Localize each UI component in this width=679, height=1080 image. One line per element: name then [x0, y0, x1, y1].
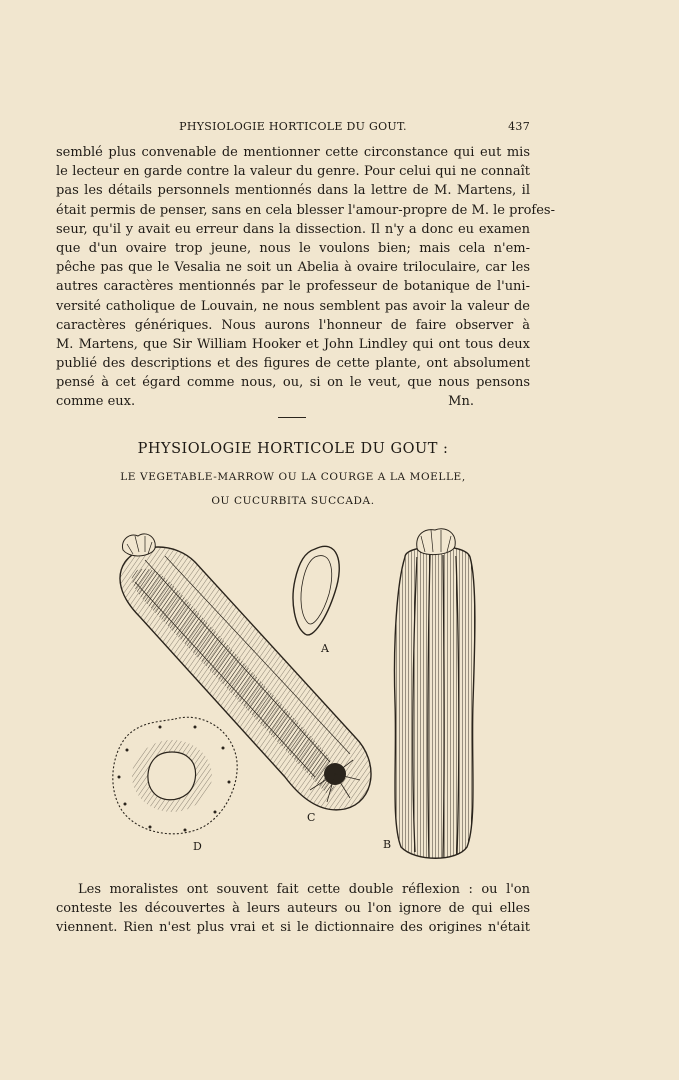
paragraph-1: [56, 143, 555, 412]
text-line-final: [56, 392, 530, 411]
section-divider: [278, 417, 306, 418]
text-line: conteste les découvertes à leurs auteurs ou l'on ignore de qui elles: [56, 901, 530, 917]
text-line: seur, qu'il y avait eu erreur dans la dissection. Il n'y a donc eu examen: [56, 221, 530, 237]
section-subtitle-latin: OU CUCURBITA SUCCADA.: [211, 495, 375, 507]
text-line: le lecteur en garde contre la valeur du genre. Pour celui qui ne connaît: [56, 164, 530, 180]
figure-label-a: A: [321, 642, 329, 655]
running-head-title: PHYSIOLOGIE HORTICOLE DU GOUT.: [179, 120, 407, 133]
text-line: M. Martens, que Sir William Hooker et John Lindley qui ont tous deux: [56, 336, 530, 352]
text-line: pas les détails personnels mentionnés dans la lettre de M. Martens, il: [56, 183, 530, 199]
page-number: 437: [508, 120, 530, 133]
figure-label-d: D: [193, 840, 202, 853]
section-subtitle: LE VEGETABLE-MARROW OU LA COURGE A LA MOELLE,: [120, 471, 466, 483]
text-line: pensé à cet égard comme nous, ou, si on le veut, que nous pensons: [56, 375, 530, 391]
text-line: versité catholique de Louvain, ne nous semblent pas avoir la valeur de: [56, 298, 530, 314]
figure-label-b: B: [383, 838, 392, 851]
running-head: [56, 120, 530, 134]
author-signature: Mn.: [448, 394, 474, 410]
text-line: Les moralistes ont souvent fait cette double réflexion : ou l'on: [78, 882, 530, 897]
figure-b-marrow: [394, 529, 474, 858]
text-line: publié des descriptions et des figures de cette plante, ont absolument: [56, 356, 530, 372]
text-line: autres caractères mentionnés par le professeur de botanique de l'uni-: [56, 279, 530, 295]
figure-a-seed: [293, 546, 339, 635]
figure-label-c: C: [307, 811, 316, 824]
paragraph-2: [56, 880, 530, 938]
text-line: que d'un ovaire trop jeune, nous le voulons bien; mais cela n'em-: [56, 240, 530, 256]
engraving-illustration: [105, 522, 495, 867]
figure-d-cross-section: [113, 717, 237, 834]
section-title: PHYSIOLOGIE HORTICOLE DU GOUT :: [137, 441, 449, 457]
text-line: viennent. Rien n'est plus vrai et si le dictionnaire des origines n'était: [56, 920, 530, 936]
text-line: était permis de penser, sans en cela blesser l'amour-propre de M. le profes-: [56, 202, 555, 218]
paragraph-end-text: comme eux.: [56, 394, 136, 410]
botanical-engraving: [105, 522, 495, 867]
text-line: pêche pas que le Vesalia ne soit un Abelia à ovaire triloculaire, car les: [56, 260, 530, 276]
text-line: caractères génériques. Nous aurons l'honneur de faire observer à: [56, 317, 530, 333]
text-line: semblé plus convenable de mentionner cette circonstance qui eut mis: [56, 145, 530, 160]
